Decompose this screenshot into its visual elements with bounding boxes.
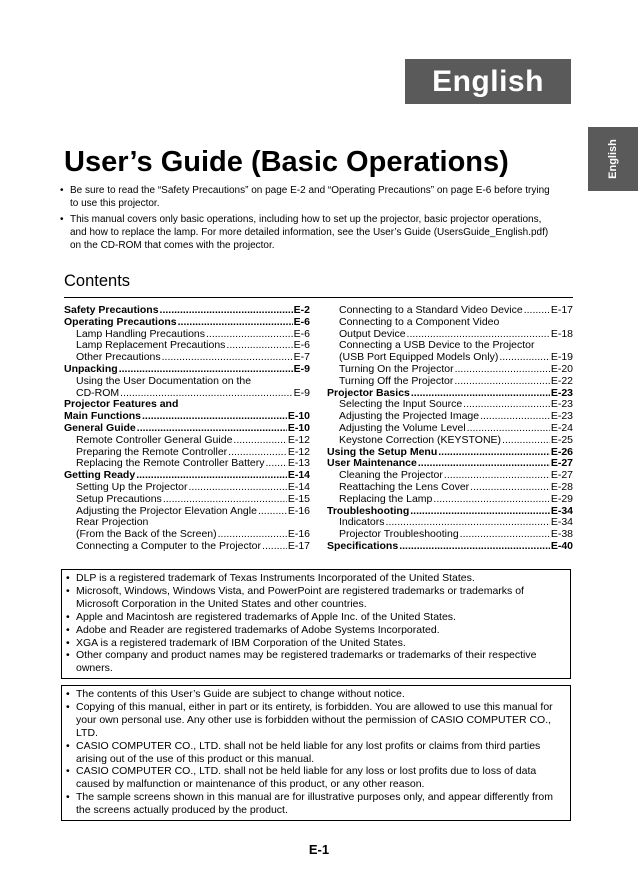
language-side-tab <box>588 127 638 191</box>
page-number: E-1 <box>308 842 330 857</box>
toc-entry[interactable] <box>327 364 573 376</box>
toc-entry[interactable] <box>64 541 310 553</box>
toc-entry-label: Setting Up the Projector <box>76 480 188 493</box>
legal-notice: • CASIO COMPUTER CO., LTD. shall not be held liable for any loss or lost profits due to loss of data caused by malfunction or maintenance of this product, or any other reason. <box>66 765 564 791</box>
toc-entry-page: E-14 <box>287 469 310 482</box>
toc-entry-page: E-17 <box>550 304 573 316</box>
toc-column-left <box>64 305 310 553</box>
toc-entry-label: Main Functions <box>64 410 141 423</box>
language-banner: English <box>405 59 571 104</box>
toc-entry-page: E-22 <box>550 374 573 387</box>
toc-entry[interactable] <box>64 317 310 329</box>
toc-entry-page: E-18 <box>550 327 573 340</box>
toc-entry-page: E-34 <box>550 516 573 529</box>
toc-entry-page: E-20 <box>550 362 573 375</box>
page-title: User’s Guide (Basic Operations) <box>64 146 509 178</box>
toc-entry-label: Adjusting the Projected Image <box>339 410 480 423</box>
toc-entry-label: Getting Ready <box>64 469 136 482</box>
toc-entry[interactable] <box>64 364 310 376</box>
toc-entry-label: Preparing the Remote Controller <box>76 445 228 458</box>
toc-entry-label: Connecting a Computer to the Projector <box>76 539 262 552</box>
toc-entry-first-line: Rear Projection <box>76 516 149 529</box>
toc-entry-label: Turning Off the Projector <box>339 374 454 387</box>
toc-entry-page: E-40 <box>550 539 573 552</box>
toc-entry-label: Using the Setup Menu <box>327 445 438 458</box>
toc-entry-page: E-6 <box>293 339 310 352</box>
toc-entry[interactable] <box>64 435 310 447</box>
toc-entry-page: E-26 <box>550 445 573 458</box>
toc-entry-page: E-13 <box>287 457 310 470</box>
toc-entry-page: E-12 <box>287 445 310 458</box>
toc-entry-page: E-23 <box>550 386 573 399</box>
toc-entry-label: Selecting the Input Source <box>339 398 463 411</box>
toc-entry-label: Replacing the Lamp <box>339 492 433 505</box>
toc-entry[interactable] <box>327 423 573 435</box>
toc-entry-first-line: Connecting to a Component Video <box>339 315 500 328</box>
trademark-note: • DLP is a registered trademark of Texas Instruments Incorporated of the United States. <box>66 572 564 585</box>
toc-entry[interactable] <box>327 541 573 553</box>
toc-entry-label: Keystone Correction (KEYSTONE) <box>339 433 502 446</box>
toc-entry[interactable] <box>327 376 573 388</box>
toc-entry-page: E-7 <box>293 351 310 364</box>
toc-entry-page: E-38 <box>550 528 573 541</box>
toc-entry-label: Cleaning the Projector <box>339 469 443 482</box>
toc-entry-label: Troubleshooting <box>327 504 410 517</box>
toc-entry-page: E-25 <box>550 433 573 446</box>
toc-entry-label: Reattaching the Lens Cover <box>339 480 470 493</box>
toc-entry-page: E-34 <box>550 504 573 517</box>
toc-entry-page: E-29 <box>550 492 573 505</box>
toc-entry-label: CD-ROM <box>76 386 120 399</box>
toc-entry-label: (From the Back of the Screen) <box>76 528 217 541</box>
toc-entry[interactable] <box>327 494 573 506</box>
toc-entry[interactable] <box>327 482 573 494</box>
toc-entry[interactable] <box>64 423 310 435</box>
legal-notice: • The sample screens shown in this manual are for illustrative purposes only, and appear differently from the screens actually produced by the product. <box>66 791 564 817</box>
toc-entry[interactable] <box>327 435 573 447</box>
toc-entry-first-line: Connecting a USB Device to the Projector <box>339 339 535 352</box>
contents-divider <box>64 297 573 298</box>
side-tab-label: English <box>607 139 619 179</box>
toc-entry-page: E-9 <box>293 386 310 399</box>
toc-entry-page: E-10 <box>287 410 310 423</box>
toc-entry-label: Replacing the Remote Controller Battery <box>76 457 265 470</box>
toc-entry-label: Setup Precautions <box>76 492 162 505</box>
toc-entry-label: Output Device <box>339 327 406 340</box>
toc-entry-page: E-24 <box>550 421 573 434</box>
toc-entry-label: Unpacking <box>64 362 118 375</box>
toc-entry-label: Other Precautions <box>76 351 161 364</box>
toc-entry-label: User Maintenance <box>327 457 417 470</box>
toc-entry-label: Specifications <box>327 539 399 552</box>
toc-entry-label: Projector Troubleshooting <box>339 528 459 541</box>
toc-entry-label: Turning On the Projector <box>339 362 454 375</box>
legal-notice: • The contents of this User’s Guide are subject to change without notice. <box>66 688 564 701</box>
toc-entry-page: E-28 <box>550 480 573 493</box>
intro-bullet: • This manual covers only basic operations, including how to set up the projector, basic projector operations, and how to replace the lamp. For more detailed information, see the User’s Guide (UsersGuide_English.pdf) on the CD-ROM that comes with the projector. <box>60 214 550 252</box>
toc-entry-page: E-10 <box>287 421 310 434</box>
toc-entry-page: E-17 <box>287 539 310 552</box>
legal-notice: • CASIO COMPUTER CO., LTD. shall not be held liable for any lost profits or claims from third parties arising out of the use of this product or this manual. <box>66 740 564 766</box>
toc-entry-page: E-14 <box>287 480 310 493</box>
trademarks-box <box>61 569 571 679</box>
toc-entry-label: (USB Port Equipped Models Only) <box>339 351 499 364</box>
toc-entry-label: Projector Basics <box>327 386 410 399</box>
toc-entry-page: E-23 <box>550 410 573 423</box>
trademark-note: • Apple and Macintosh are registered trademarks of Apple Inc. of the United States. <box>66 611 564 624</box>
toc-entry-label: Adjusting the Volume Level <box>339 421 466 434</box>
toc-entry-page: E-9 <box>293 362 310 375</box>
toc-entry-label: Remote Controller General Guide <box>76 433 233 446</box>
legal-notice: • Copying of this manual, either in part or its entirety, is forbidden. You are allowed to use this manual for your own personal use. Any other use is forbidden without the permission of CASIO COMPUTER CO., LTD. <box>66 701 564 740</box>
toc-entry-page: E-15 <box>287 492 310 505</box>
toc-entry-first-line: Using the User Documentation on the <box>76 374 252 387</box>
toc-entry[interactable] <box>64 494 310 506</box>
contents-heading: Contents <box>64 272 131 290</box>
trademark-note: • Adobe and Reader are registered trademarks of Adobe Systems Incorporated. <box>66 624 564 637</box>
trademark-note: • Microsoft, Windows, Windows Vista, and PowerPoint are registered trademarks or trademarks of Microsoft Corporation in the United States and other countries. <box>66 585 564 611</box>
trademark-note: • XGA is a registered trademark of IBM Corporation of the United States. <box>66 637 564 650</box>
toc-entry-page: E-12 <box>287 433 310 446</box>
toc-entry-label: Operating Precautions <box>64 315 177 328</box>
intro-bullet: • Be sure to read the “Safety Precautions” on page E-2 and “Operating Precautions” on page E-6 before trying to use this projector. <box>60 185 550 210</box>
toc-entry-page: E-16 <box>287 528 310 541</box>
toc-entry-label: Lamp Handling Precautions <box>76 327 205 340</box>
toc-entry-label: Lamp Replacement Precautions <box>76 339 226 352</box>
toc-entry-page: E-2 <box>293 304 310 316</box>
toc-entry-page: E-23 <box>550 398 573 411</box>
toc-entry-page: E-6 <box>293 327 310 340</box>
toc-entry-label: Indicators <box>339 516 385 529</box>
toc-entry-label: Safety Precautions <box>64 304 159 316</box>
notices-box <box>61 685 571 821</box>
trademark-note: • Other company and product names may be registered trademarks or trademarks of their respective owners. <box>66 649 564 675</box>
toc-entry-first-line: Projector Features and <box>64 398 179 411</box>
toc-entry-page: E-27 <box>550 457 573 470</box>
toc-entry-label: Connecting to a Standard Video Device <box>339 304 523 316</box>
toc-entry-label: Adjusting the Projector Elevation Angle <box>76 504 257 517</box>
intro-notes <box>60 185 550 257</box>
toc-entry-page: E-6 <box>293 315 310 328</box>
toc-entry-page: E-16 <box>287 504 310 517</box>
toc-entry-page: E-27 <box>550 469 573 482</box>
toc-entry-page: E-19 <box>550 351 573 364</box>
toc-entry[interactable] <box>64 482 310 494</box>
toc-column-right <box>327 305 573 553</box>
toc-entry-label: General Guide <box>64 421 136 434</box>
